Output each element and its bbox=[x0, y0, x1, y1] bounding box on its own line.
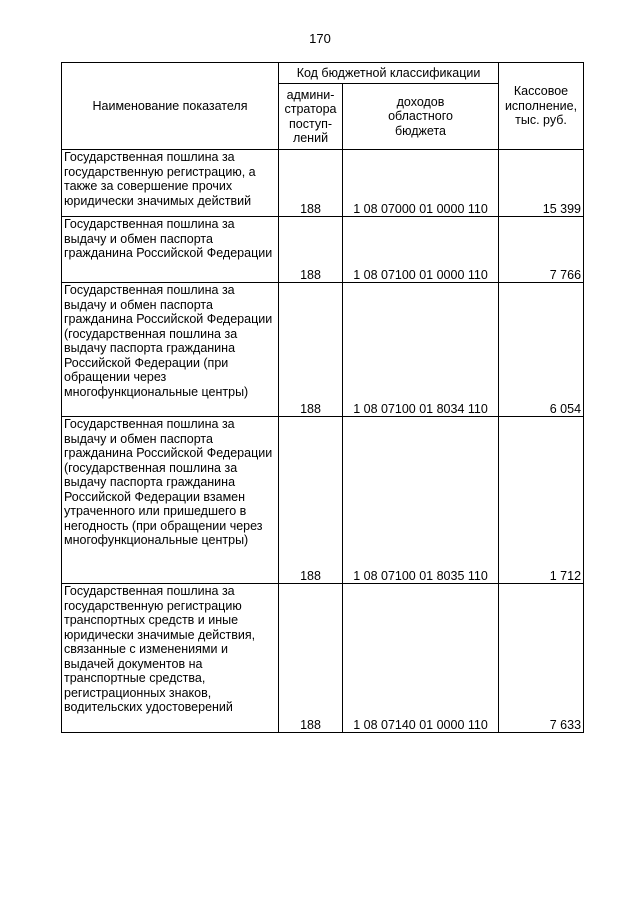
page-number: 170 bbox=[309, 31, 331, 46]
table-row bbox=[62, 417, 584, 584]
cash-execution-cell: 1 712 bbox=[499, 417, 584, 584]
indicator-name-cell: Государственная пошлина за государственную регистрацию, а также за совершение прочих юридически значимых действий bbox=[62, 150, 279, 217]
indicator-name-cell: Государственная пошлина за выдачу и обмен паспорта гражданина Российской Федерации (государственная пошлина за выдачу паспорта гражданина Российской Федерации взамен утраченного или пришедшего в негодность (при обращении через многофункциональные центры) bbox=[62, 417, 279, 584]
budget-revenue-table bbox=[61, 62, 584, 733]
cash-execution-cell: 6 054 bbox=[499, 283, 584, 417]
header-cash-execution bbox=[499, 63, 584, 150]
header-revenue-administrator-label: админи- стратора поступ- лений bbox=[284, 87, 337, 145]
revenue-code-cell: 1 08 07100 01 8035 110 bbox=[343, 417, 499, 584]
cash-execution-cell: 15 399 bbox=[499, 150, 584, 217]
administrator-code-cell: 188 bbox=[279, 417, 343, 584]
table-row bbox=[62, 584, 584, 733]
indicator-name-cell: Государственная пошлина за выдачу и обмен паспорта гражданина Российской Федерации (государственная пошлина за выдачу паспорта гражданина Российской Федерации (при обращении через многофункциональные центры) bbox=[62, 283, 279, 417]
cash-execution-cell: 7 766 bbox=[499, 217, 584, 283]
revenue-code-cell: 1 08 07100 01 8034 110 bbox=[343, 283, 499, 417]
administrator-code-cell: 188 bbox=[279, 584, 343, 733]
table-row bbox=[62, 283, 584, 417]
header-indicator-name: Наименование показателя bbox=[62, 63, 279, 150]
indicator-name-cell: Государственная пошлина за государственную регистрацию транспортных средств и иные юридически значимые действия, связанные с изменениями и выдачей документов на транспортные средства, регистрационных знаков, водительских удостоверений bbox=[62, 584, 279, 733]
header-cash-execution-label: Кассовое исполнение, тыс. руб. bbox=[504, 84, 578, 128]
indicator-name-cell: Государственная пошлина за выдачу и обмен паспорта гражданина Российской Федерации bbox=[62, 217, 279, 283]
header-regional-budget-revenue-label: доходов областного бюджета bbox=[388, 94, 453, 138]
revenue-code-cell: 1 08 07100 01 0000 110 bbox=[343, 217, 499, 283]
header-regional-budget-revenue bbox=[343, 84, 499, 150]
revenue-code-cell: 1 08 07000 01 0000 110 bbox=[343, 150, 499, 217]
administrator-code-cell: 188 bbox=[279, 150, 343, 217]
header-budget-classification-code: Код бюджетной классификации bbox=[279, 63, 499, 84]
table-row bbox=[62, 150, 584, 217]
table-row bbox=[62, 217, 584, 283]
cash-execution-cell: 7 633 bbox=[499, 584, 584, 733]
header-revenue-administrator bbox=[279, 84, 343, 150]
administrator-code-cell: 188 bbox=[279, 283, 343, 417]
revenue-code-cell: 1 08 07140 01 0000 110 bbox=[343, 584, 499, 733]
administrator-code-cell: 188 bbox=[279, 217, 343, 283]
